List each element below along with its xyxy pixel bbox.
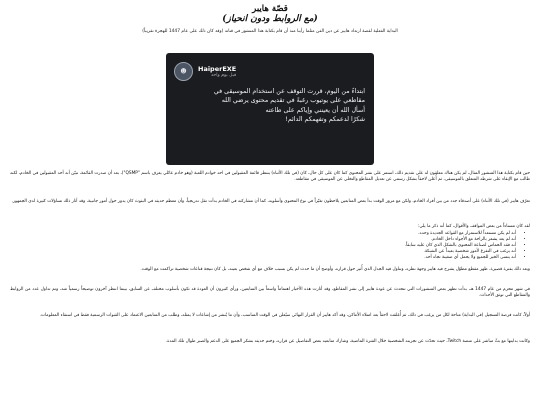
user-avatar-icon: ☻ (174, 62, 193, 81)
list-item: • أنه يتمنى الخير للجميع ولا يحمل أي ضغينة تجاه أحد. (20, 255, 516, 261)
embedded-post-screenshot (166, 53, 374, 165)
post-line: شكرًا لدعمكم وتفهمكم الدائم! (285, 116, 365, 124)
list-item: • أنه فقد الحماس لصناعة المحتوى بالشكل الذي كان عليه سابقاً. (20, 243, 516, 249)
paragraph-6: وكانت بدايتها مع بثّ مباشر على منصة Twitch، حيث تحدّث عن تجربته الشخصية خلال الفترة الماضية، وشارك متابعيه بعض التفاصيل عن قراره، وختم حديثه بشكر الجميع على الدعم والصبر طوال تلك المدة. (165, 339, 530, 344)
document-subtitle: (مع الروابط ودون انحياز) (222, 14, 318, 24)
reasons-list (20, 231, 524, 261)
list-item: • أنه يرغب في التفرغ لأمور شخصية بعيداً عن الشبكة. (20, 249, 516, 255)
post-header (166, 53, 374, 85)
paragraph-5: أولاً، كانت فرصة التسجيل (في البداية) متاحة لكل من يرغب في ذلك، ثم أُغلقت لاحقاً بعد امتلاء الأماكن، وقد أكد هايبر أن القرار النهائي سيُعلن في الوقت المناسب، وأن ما يُنشر من إشاعات لا يمثله، وطلب من المتابعين الاعتماد على القنوات الرسمية فقط في استقاء المعلومات. (39, 313, 530, 318)
channel-name: HaiperEXE (198, 64, 237, 73)
list-item: • أنه لم يعد يشعر بالراحة مع الأجواء داخل الخادم. (20, 237, 516, 243)
paragraph-3: وبعد ذلك بفترة قصيرة، ظهر مقطع مطوّل يشرح فيه هايبر وجهة نظره، وتناول فيه الجدل الذي أُثير حول قراره، وأوضح أن ما حدث لم يكن بسبب خلاف مع أي شخص بعينه، بل كان نتيجة قناعات شخصية تراكمت مع الوقت. (140, 267, 530, 272)
post-author-block (198, 65, 236, 79)
post-line: أسأل الله أن يعينني وإياكم على طاعته (265, 106, 365, 114)
list-item: • أنه لم يكن مستعداً للاستمرار مع القواعد الجديدة وحده. (20, 231, 516, 237)
list-intro: لقد كان مستاءاً من بعض المواقف والأقوال، كما أنه ذكر ما يلي: (417, 224, 530, 229)
post-date: قبل يوم واحد (210, 72, 237, 78)
post-line: ابتداءً من اليوم، قررت التوقف عن استخدام الموسيقى في (213, 88, 365, 95)
paragraph-4: في شهر محرم من عام 1447 هـ، بدأت تظهر بعض المنشورات التي تتحدث عن عودة هايبر إلى نشر المقاطع، وقد أثارت هذه الأخبار اهتماماً واسعاً بين المتابعين، ورأى كثيرون أن العودة قد تكون بأسلوب مختلف عن السابق، بينما انتظر آخرون توضيحاً رسمياً منه، وتم تداول عدد من الروابط والمقاطع التي توثق الأحداث. (10, 287, 530, 298)
post-line: مقاطعي على يوتيوب رغبةً في تقديم محتوى يرضي الله (221, 97, 365, 105)
paragraph-1: حين قام بكتابة هذا المنشور المثال، لم يكن هناك معلقون له على تقديم ذلك، استمر على نشر المحتوى كما كان على كل حال، كان (في تلك الأثناء) ينتظر قائمة المقبولين في احد خوادم اللعبة (وهو خادم عائلي يعرف باسم "QSMP")، بعد أن صدرت القائمة، تبيّن أنه أحد المقبولين في الخادم، لكنه طالب مع الإبقاء على شرطه المتعلق بالموسيقى، ثم أُعلن لاحقاً بشكل رسمي عن تعديل المقاطع والتخلي عن الموسيقى في مقاطعه. (10, 171, 530, 182)
paragraph-2: تعرّف هايبر (في تلك الأثناء) على أصدقاء جدد من بين أفراد الخادم، ولكن مع مرور الوقت بدأ بعض المتابعين يلاحظون تغيّراً في نوع المحتوى وأسلوبه، كما أن مشاركته في الخادم بدأت تقل تدريجياً، وأن معظم حديثه في البثوث كان يدور حول أمور جانبية، وقد أثار ذلك تساؤلات كثيرة لدى الجمهور. (11, 199, 530, 204)
intro-text: البداية الفعلية لقصة ارتداد هايبر عن دين الفن مثلما رأينا منذ أن قام بكتابة هذا المنشور في قناته (وقد كان ذلك على عام 1447 للهجرة تقريباً) (142, 29, 398, 34)
document-title: قصّة هايبر (252, 4, 288, 14)
post-body (166, 85, 374, 125)
